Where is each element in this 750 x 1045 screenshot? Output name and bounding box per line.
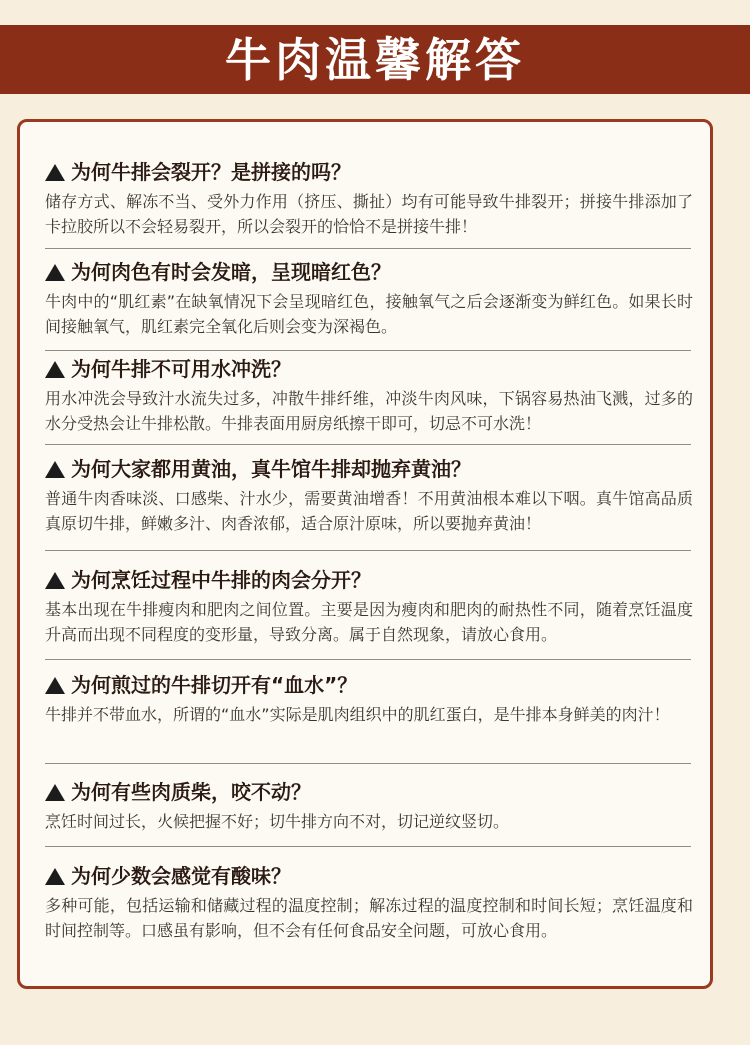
faq-answer: 烹饪时间过长，火候把握不好；切牛排方向不对，切记逆纹竖切。 (45, 812, 510, 831)
triangle-bullet-icon (45, 164, 65, 181)
faq-question-text: 为何煎过的牛排切开有“血水”？ (71, 673, 358, 697)
faq-item-6 (45, 671, 693, 727)
faq-question (45, 566, 693, 594)
triangle-bullet-icon (45, 784, 65, 801)
faq-question (45, 258, 693, 286)
faq-question (45, 158, 693, 186)
faq-answer: 普通牛肉香味淡、口感柴、汁水少，需要黄油增香！不用黄油根本难以下咽。真牛馆高品质真原切牛排，鲜嫩多汁、肉香浓郁，适合原汁原味，所以要抛弃黄油！ (45, 489, 693, 533)
faq-question (45, 862, 693, 890)
triangle-bullet-icon (45, 461, 65, 478)
faq-item-3 (45, 355, 693, 436)
faq-answer: 储存方式、解冻不当、受外力作用（挤压、撕扯）均有可能导致牛排裂开；拼接牛排添加了卡拉胶所以不会轻易裂开，所以会裂开的恰恰不是拼接牛排！ (45, 192, 693, 236)
faq-divider (45, 350, 691, 351)
faq-answer: 牛排并不带血水，所谓的“血水”实际是肌肉组织中的肌红蛋白，是牛排本身鲜美的肉汁！ (45, 705, 670, 724)
faq-answer: 多种可能，包括运输和储藏过程的温度控制；解冻过程的温度控制和时间长短；烹饪温度和时间控制等。口感虽有影响，但不会有任何食品安全问题，可放心食用。 (45, 896, 693, 940)
faq-question-text: 为何有些肉质柴，咬不动？ (71, 780, 311, 804)
title-banner (0, 25, 750, 94)
faq-question (45, 778, 693, 806)
faq-answer: 用水冲洗会导致汁水流失过多，冲散牛排纤维，冲淡牛肉风味，下锅容易热油飞溅，过多的水分受热会让牛排松散。牛排表面用厨房纸擦干即可，切忌不可水洗！ (45, 389, 693, 433)
faq-divider (45, 444, 691, 445)
faq-question-text: 为何牛排会裂开？是拼接的吗？ (71, 160, 351, 184)
faq-question-text: 为何牛排不可用水冲洗？ (71, 357, 291, 381)
faq-item-4 (45, 455, 693, 536)
faq-item-2 (45, 258, 693, 339)
faq-item-8 (45, 862, 693, 943)
faq-question (45, 455, 693, 483)
faq-answer: 牛肉中的“肌红素”在缺氧情况下会呈现暗红色，接触氧气之后会逐渐变为鲜红色。如果长时间接触氧气，肌红素完全氧化后则会变为深褐色。 (45, 292, 693, 336)
faq-item-5 (45, 566, 693, 647)
faq-item-1 (45, 158, 693, 239)
faq-divider (45, 550, 691, 551)
page-title: 牛肉温馨解答 (225, 32, 525, 87)
faq-question-text: 为何肉色有时会发暗，呈现暗红色？ (71, 260, 391, 284)
faq-question-text: 为何大家都用黄油，真牛馆牛排却抛弃黄油？ (71, 457, 471, 481)
faq-divider (45, 659, 691, 660)
triangle-bullet-icon (45, 677, 65, 694)
triangle-bullet-icon (45, 868, 65, 885)
faq-divider (45, 248, 691, 249)
triangle-bullet-icon (45, 572, 65, 589)
faq-item-7 (45, 778, 693, 834)
triangle-bullet-icon (45, 361, 65, 378)
faq-question-text: 为何烹饪过程中牛排的肉会分开？ (71, 568, 371, 592)
faq-divider (45, 763, 691, 764)
faq-question (45, 671, 693, 699)
faq-question (45, 355, 693, 383)
faq-card (17, 119, 713, 989)
triangle-bullet-icon (45, 264, 65, 281)
faq-divider (45, 846, 691, 847)
faq-answer: 基本出现在牛排瘦肉和肥肉之间位置。主要是因为瘦肉和肥肉的耐热性不同，随着烹饪温度升高而出现不同程度的变形量，导致分离。属于自然现象，请放心食用。 (45, 600, 693, 644)
faq-question-text: 为何少数会感觉有酸味？ (71, 864, 291, 888)
